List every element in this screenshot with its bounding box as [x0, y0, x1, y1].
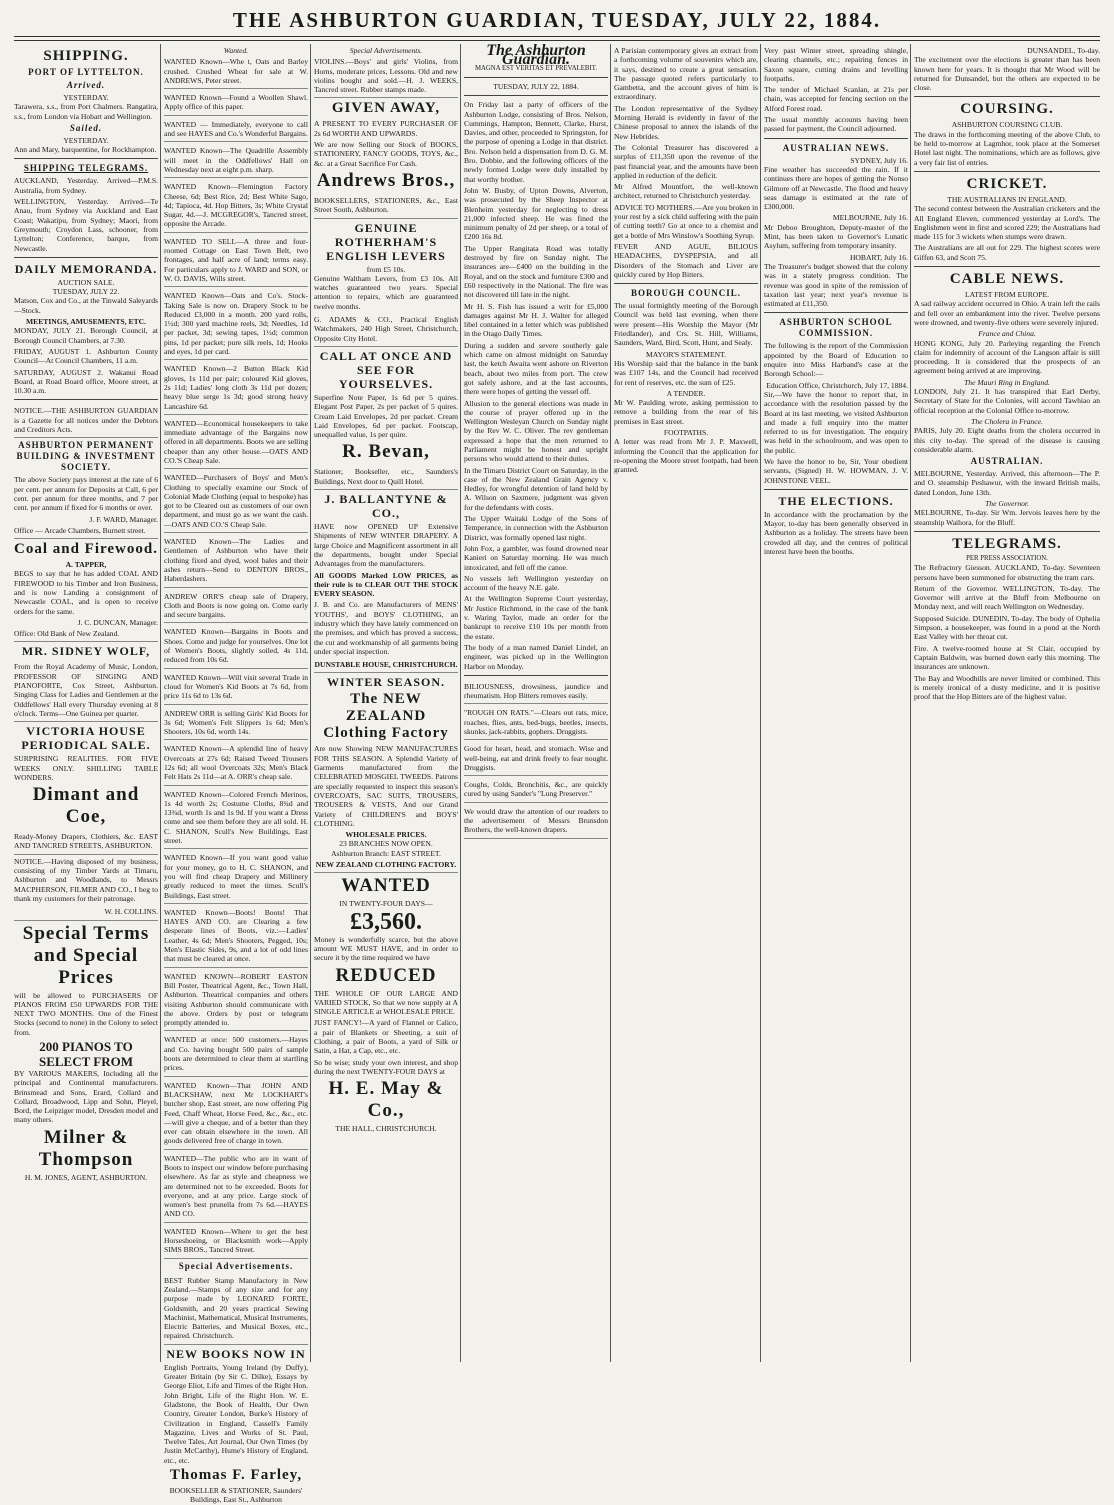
editorial-ad: We would draw the attention of our readers to the advertisement of Messrs Brunsdon Brothers, the well-known drapers.: [464, 805, 608, 839]
coal-office: Office: Old Bank of New Zealand.: [14, 627, 158, 642]
auction-heading: AUCTION SALE.: [57, 277, 115, 287]
wanted-ad: WANTED at once: 500 customers.—Hayes and Co. having bought 500 pairs of sample boots are determined to clear them at startling prices.: [164, 1033, 308, 1076]
council-paragraph: The tender of Michael Scanlan, at 21s per chain, was accepted for fencing section on the Alford Forest road.: [764, 85, 908, 113]
column-7: [914, 46, 1100, 1358]
wanted-ad: WANTED Known—Oats and Co's. Stock-Taking Sale is now on. Drapery Stock to be Reduced £3,000 in a month. 200 yard rolls, 1½d; 300 yard machine reels, 3d; Needles, 1d per packet, 3d; sewing tapes, 1½d; common pins, 1d per packet; pure silk reels, 1d; Hooks and eyes, 1d per card.: [164, 289, 308, 360]
call-heading: CALL AT ONCE AND SEE FOR YOURSELVES.: [319, 348, 453, 391]
special-ads-heading: Special Advertisements.: [178, 1260, 294, 1271]
telegram-item: Return of the Governor. WELLINGTON, To-day. The Governor will arrive at the Bluff from Melbourne on Monday next, and will reach Wellington on Wednesday.: [914, 583, 1100, 612]
tender-heading: A TENDER.: [666, 388, 706, 398]
wanted-ad: WANTED TO SELL—A three and four-roomed Cottage on East Town Belt, two frontages, and half acre of land; terms easy. For particulars apply to J. WARD and SON, or W. O. DAVIS, Wills street.: [164, 235, 308, 287]
pianos-heading: 200 PIANOS TO SELECT FROM: [38, 1039, 134, 1069]
fancy-text: JUST FANCY!—A yard of Flannel or Calico, a pair of Blankets or Sheeting, a suit of Clothing, a pair of Boots, a yard of Silk or Satin, a Hat, a Cap, etc., etc.: [314, 1018, 458, 1056]
editorial-ad: Good for heart, head, and stomach. Wise and well-being, eat and drink freely to fear nought. Druggists.: [464, 742, 608, 776]
tender-text: Mr W. Paulding wrote, asking permission to remove a building from the rear of his premises in East street.: [614, 398, 758, 426]
wanted-ad: WANTED Known—Found a Woollen Shawl. Apply office of this paper.: [164, 91, 308, 116]
editorial-paragraph: The Upper Rangitata Road was totally destroyed by fire on Sunday night. The insurances are—£400 on the building in the Royal, and on the stock and furniture £300 and £60 respectively in the National. The fire was not discovered till late in the night.: [464, 243, 608, 300]
column-4: [464, 42, 608, 1358]
wanted-ad: WANTED Known—If you want good value for your money, go to H. C. SHANON, and you will find cheap Drapery and Millinery greatly reduced to meet the times. Scull's Buildings, East street.: [164, 851, 308, 903]
pianos-text: BY VARIOUS MAKERS, Including all the principal and Continental manufacturers. Brinsmead and Sons, Erard, Collard and Collard, Broadwood, Lipp and Sohn, Pleyel, Bord, the Leipziger model, Dresden model and many others.: [14, 1069, 158, 1125]
ballantyne-heading: J. BALLANTYNE & CO.,: [324, 492, 448, 521]
ballantyne-marked: All GOODS Marked LOW PRICES, as their rule is to CLEAR OUT THE STOCK EVERY SEASON.: [314, 570, 458, 599]
school-commission-heading: ASHBURTON SCHOOL COMMISSION.: [779, 317, 893, 339]
shipping-telegrams-heading: SHIPPING TELEGRAMS.: [23, 163, 149, 174]
hobart-text: The Treasurer's budget showed that the colony was in a stately progress condition. The revenue was good in spite of the remission of taxation last year; next year's revenue is estimated at £11,350.: [764, 261, 908, 309]
editorial-ads: [464, 680, 608, 839]
editorial-ad: "ROUGH ON RATS."—Clears out rats, mice, roaches, flies, ants, bed-bugs, beetles, insects, skunks, jack-rabbits, gophers. Druggists.: [464, 706, 608, 740]
wanted-ad: WANTED Known—Where to get the best Horseshoeing, or Blacksmith work—Apply SIMS BROS., Tancred Street.: [164, 1225, 308, 1259]
school-commission-intro: The following is the report of the Commission appointed by the Board of Education to enquire into Miss Harband's case at the Borough School:—: [764, 341, 908, 379]
call-text: Superfine Note Paper, 1s 6d per 5 quires. Elegant Post Paper, 2s per packet of 5 quires. Cream Laid Envelopes, 2d per packet. Cream Laid Envelopes, 6d per packet. Footscap, unequalled value, 1s per quire.: [314, 392, 458, 440]
wholesale-prices: WHOLESALE PRICES.: [345, 830, 427, 840]
governor-text: MELBOURNE, To-day. Sir Wm. Jervois leaves here by the steamship Waihora, for the Bluff.: [914, 508, 1100, 527]
telegram-item: The Refractory Giesson. AUCKLAND, To-day. Seventeen persons have been summoned for obstructing the tram cars.: [914, 563, 1100, 582]
telegram-auckland: AUCKLAND, Yesterday. Arrived—P.M.S. Australia, from Sydney.: [14, 176, 158, 195]
newspaper-title: The Ashburton Guardian.: [486, 42, 586, 69]
may-heading: H. E. May & Co.,: [328, 1078, 444, 1122]
editorial-paragraph: The body of a man named Daniel Lindel, an engineer, was picked up in the Wellington Harbor on Monday.: [464, 642, 608, 671]
rotherham-signature: G. ADAMS & CO., Practical English Watchmakers, 240 High Street, Christchurch, Opposite City Hotel.: [314, 313, 458, 347]
rotherham-text: Genuine Waltham Levers, from £3 10s. All watches guaranteed two years. Special attention to repairs, which are guaranteed twelve months.: [314, 273, 458, 311]
column-separator: [160, 44, 161, 1362]
wanted-heading: Wanted.: [223, 46, 249, 55]
news-paragraph: ADVICE TO MOTHERS.—Are you broken in your rest by a sick child suffering with the pain of cutting teeth? Go at once to a chemist and get a bottle of Mrs Winslow's Soothing Syrup.: [614, 202, 758, 240]
farley-heading: Thomas F. Farley,: [169, 1467, 303, 1483]
books-heading: NEW BOOKS NOW IN: [166, 1346, 306, 1361]
wanted-ad: WANTED Known—That JOHN AND BLACKSHAW, next Mr LOCKHART's butcher shop, East street, are now offering Pig Feed, Chaff Wheat, Horse Feed, &c., &c., etc.—will give a cheque, and of a better than they ever can obtain elsewhere in the town. All goods delivered free of charge in town.: [164, 1079, 308, 1150]
editorial-ad: BILIOUSNESS, drowsiness, jaundice and rheumatism. Hop Bitters removes easily.: [464, 680, 608, 705]
sailed-text: Ann and Mary, barquentine, for Rockhampton.: [14, 145, 157, 155]
special-terms-text: will be allowed to PURCHASERS OF PIANOS FROM £50 UPWARDS FOR THE NEXT TWO MONTHS. One of the Finest Stocks (second to none) in the Colony to select from.: [14, 990, 158, 1037]
column-2: [164, 46, 308, 1505]
money-text: Money is wonderfully scarce, but the above amount WE MUST HAVE, and in order to secure it by the time required we have: [314, 934, 458, 963]
column-3: [314, 46, 458, 1358]
nz-factory-heading: The NEW ZEALAND Clothing Factory: [323, 691, 449, 742]
column-5: [614, 46, 758, 1358]
telegram-items: [914, 563, 1100, 701]
wanted-days: IN TWENTY-FOUR DAYS—: [339, 899, 433, 909]
editorial-paragraph: John W. Busby, of Upton Downs, Alverton, was prosecuted by the Sheep Inspector at Blenheim yesterday for neglecting to dress 21,000 infected sheep. He was fined the minimum penalty of 2d per sheep, or a total of £200 16s 8d.: [464, 185, 608, 242]
issue-date: TUESDAY, JULY 22, 1884.: [493, 82, 579, 91]
arrived-heading: Arrived.: [66, 80, 106, 90]
melbourne-text: Mr Deboo Broughton, Deputy-master of the Mint, has been taken to Governor's Lunatic Asylum, suffering from temporary insanity.: [764, 222, 908, 251]
governor-heading: The Governor.: [985, 498, 1029, 508]
elections-heading: THE ELECTIONS.: [778, 493, 894, 508]
footpaths-heading: FOOTPATHS.: [663, 427, 709, 437]
telegram-item: Fire. A twelve-roomed house at St Clair, occupied by Captain Baldwin, was burned down early this morning. The insurances are unknown.: [914, 643, 1100, 672]
wanted-amount: £3,560.: [350, 908, 422, 935]
france-china-heading: France and China.: [978, 329, 1036, 339]
school-commission-signature: We have the honor to be, Sir, Your obedient servants, (Signed) H. W. HOWMAN, J. V. JOHNSTONE VEEL.: [764, 456, 908, 485]
editorial-paragraphs: [464, 100, 608, 671]
society-heading: ASHBURTON PERMANENT BUILDING & INVESTMENT SOCIETY.: [16, 440, 156, 473]
column-separator: [310, 44, 311, 1362]
ballantyne-sub: J. B. and Co. are Manufacturers of MENS' YOUTHS', and BOYS' CLOTHING, an industry which they have lately commenced on the premises, and which has proved a success, the cut and workmanship of all garments being under special inspection.: [314, 600, 458, 656]
mayor-statement-text: His Worship said that the balance in the bank was £107 14s, and the Council had received for rent of reserves, etc. the sum of £25.: [614, 358, 758, 387]
coal-heading: Coal and Firewood.: [14, 541, 158, 558]
coal-merchant: A. TAPPER,: [65, 560, 107, 570]
cable-news-text: A sad railway accident occurred in Ohio. A train left the rails and fell over an embankment into the river. Twelve persons were drowned, and twenty-five others were severely injured.: [914, 299, 1100, 327]
special-terms-heading: Special Terms and Special Prices: [22, 922, 150, 988]
coursing-subheading: ASHBURTON COURSING CLUB.: [951, 120, 1063, 130]
auction-text: Matson, Cox and Co., at the Tinwald Saleyards—Stock.: [14, 296, 158, 315]
society-office: Office — Arcade Chambers, Burnett street.: [14, 524, 158, 539]
sailed-heading: Sailed.: [69, 122, 103, 133]
wanted-ad: WANTED Known—Flemington Factory Cheese, 6d; Best Rice, 2d; Best White Sago, 4d; Tapioca, 4d. Hop Bitters, 3s; White Crystal Sugar, 4d.—J. MCGREGOR's, Tancred street, opposite the Arcade.: [164, 180, 308, 232]
ballantyne-text: HAVE now OPENED UP Extensive Shipments of NEW WINTER DRAPERY. A large Choice and Magnificent assortment in all the departments, bought under Special Advantages from the manufacturers.: [314, 522, 458, 569]
wanted-ad: WANTED Known—Will visit several Trade in cloud for Women's Kid Boots at 7s 6d, from price 11s 6d to 13s 6d.: [164, 671, 308, 705]
news-paragraph: Mr Alfred Mountfort, the well-known architect, returned to Christchurch yesterday.: [614, 182, 758, 201]
andrews-heading: Andrews Bros.,: [316, 169, 456, 191]
rotherham-heading: GENUINE ROTHERHAM'S ENGLISH LEVERS: [326, 220, 446, 263]
present-text: A PRESENT TO EVERY PURCHASER OF 2s 6d WORTH AND UPWARDS.: [314, 119, 458, 138]
memoranda-heading: DAILY MEMORANDA.: [14, 261, 158, 276]
society-signature: J. F. WARD, Manager.: [89, 514, 158, 524]
wanted-ad: WANTED Known—The Quadrille Assembly will meet in the Oddfellows' Hall on Wednesday next at eight p.m. sharp.: [164, 144, 308, 178]
winter-heading: WINTER SEASON.: [326, 675, 446, 690]
school-commission-body: Sir,—We have the honor to report that, in accordance with the resolution passed by the Board at its last meeting, we visited Ashburton and made a full enquiry into the matter referred to us for investigation. The enquiry was held in the schoolroom, and was open to the public.: [764, 389, 908, 455]
telegram-wellington: WELLINGTON, Yesterday. Arrived—Te Anau, from Sydney via Auckland and East Coast; Wakatipu, from Sydney; Maori, from Greymouth; Croydon Lass, schooner, from Lyttelton; Conference, barque, from Newcastle.: [14, 197, 158, 253]
dimant-heading: Dimant and Coe,: [32, 784, 140, 828]
dunstable-house: DUNSTABLE HOUSE, CHRISTCHURCH.: [314, 658, 458, 673]
column-separator: [910, 44, 911, 1362]
arrived-text: Tarawera, s.s., from Port Chalmers. Rangatira, s.s., from London via Hobart and Wellington.: [14, 102, 158, 121]
news-paragraph: FEVER AND AGUE, BILIOUS HEADACHES, DYSPEPSIA, and all Disorders of the Stomach and Liver are quickly cured by Hop Bitters.: [614, 241, 758, 279]
cricket-later: The Australians are all out for 229. The highest scores were Giffen 63, and Scott 75.: [914, 243, 1100, 262]
editorial-paragraph: The Upper Waitaki Lodge of the Sons of Temperance, in connection with the Ashburton District, was formally opened last night.: [464, 514, 608, 542]
wanted-ad: WANTED — Immediately, everyone to call and see HAYES and Co.'s Wonderful Bargains.: [164, 118, 308, 143]
borough-council-heading: BOROUGH COUNCIL.: [630, 288, 741, 299]
elections-text: In accordance with the proclamation by the Mayor, to-day has been generally observed in Ashburton as a holiday. The streets have been crowded all day, and the centres of political interest have been the booths.: [764, 509, 908, 557]
column-separator: [460, 44, 461, 1362]
guardian-notice: NOTICE.—THE ASHBURTON GUARDIAN is a Gazette for all notices under the Debtors and Creditors Acts.: [14, 404, 158, 438]
wanted-ad: WANTED—The public who are in want of Boots to inspect our window before purchasing elsewhere. As far as style and cheapness we are determined not to be exceeded. Boots for everyone, and at any price. Large stock of women's best prunella from 7s 6d.—HAYES AND CO.: [164, 1152, 308, 1223]
wanted-ad: WANTED Known—A splendid line of heavy Overcoats at 27s 6d; Raised Tweed Trousers 12s 6d; all wool Overcoats 32s; Men's Black Felt Hats 2s 11d—at A. ORR's cheap sale.: [164, 742, 308, 785]
shipping-heading: SHIPPING.: [43, 48, 129, 64]
dimant-text: Ready-Money Drapers, Clothiers, &c. EAST AND TANCRED STREETS, ASHBURTON.: [14, 830, 158, 855]
cricket-heading: CRICKET.: [966, 175, 1048, 192]
four-days-text: So be wise; study your own interest, and shop during the next TWENTY-FOUR DAYS at: [314, 1057, 458, 1076]
branches-open: 23 BRANCHES NOW OPEN.: [339, 839, 433, 849]
wanted-ad: WANTED—Purchasers of Boys' and Men's Clothing to specially examine our Stock of Colonial Made Clothing (equal to bespoke) has got to be Cleared out as customers of our own department, and must go as we want the cash.—OATS AND CO.'S Cheap Sale.: [164, 471, 308, 533]
editorial-ad: Coughs, Colds, Bronchitis, &c., are quickly cured by using Sander's "Lung Preserver.": [464, 778, 608, 803]
council-paragraphs: [764, 46, 908, 134]
timber-notice-signature: W. H. COLLINS.: [14, 905, 158, 920]
may-address: THE HALL, CHRISTCHURCH.: [335, 1124, 437, 1134]
column-1: [14, 46, 158, 1358]
editorial-paragraph: Allusion to the general elections was made in the course of prayer offered up in the Wellington Wesleyan Church on Sunday night by the Rev W. C. Oliver. The rev gentleman expressed a hope that the men returned to Parliament might be honest and upright persons who would attend to their duties.: [464, 398, 608, 464]
footpaths-text: A letter was read from Mr J. P. Maxwell, informing the Council that the application for re-opening the Moore street footpath, had been granted.: [614, 437, 758, 475]
sydney-dateline: SYDNEY, July 16.: [850, 155, 908, 165]
wanted-ad: WANTED Known—The Ladies and Gentlemen of Ashburton who have their clothing fixed and dyed, wool bales and their ashes return—Send to DENTON BROS., Haberdashers.: [164, 535, 308, 587]
wanted-ad: WANTED Known—2 Button Black Kid gloves, 1s 11d per pair; coloured Kid gloves, 2s 11d; Ladies' long cloth 3s 11d per dozen; heavy blue serge 1s 3d; good strong heavy Lancashire 6d.: [164, 362, 308, 414]
farley-address: BOOKSELLER & STATIONER, Saunders' Buildings, East St., Ashburton: [169, 1486, 303, 1505]
news-paragraph: The Colonial Treasurer has discovered a surplus of £11,350 upon the revenue of the past financial year, and the amounts have been applied in reduction of the deficit.: [614, 142, 758, 180]
violins-ad: VIOLINS.—Boys' and girls' Violins, from Horns, moderate prices, Lessons. Old and new violins bought and sold.—H. J. WEEKS, Tancred street. Rubber stamps made.: [314, 55, 458, 98]
cable-news-subheading: LATEST FROM EUROPE.: [964, 290, 1050, 300]
borough-council-text: The usual fortnightly meeting of the Borough Council was held last evening, when there were present—His Worship the Mayor (Mr Friedlander), and Crs. St. Hill, Williams, Saunders, Ward, Bird, Scott, Hunt, and Sealy.: [614, 301, 758, 348]
column-separator: [610, 44, 611, 1362]
timber-notice: NOTICE.—Having disposed of my business, consisting of my Timber Yards at Timaru, Ashburton and Woodlands, to Messrs MACPHERSON, FILMER AND CO., I beg to thank my customers for their patronage.: [14, 856, 158, 903]
telegrams-subheading: PER PRESS ASSOCIATION.: [966, 554, 1048, 562]
editorial-paragraph: In the Timaru District Court on Saturday, in the case of the New Zealand Grain Agency v. Hedley, for wrongful detention of land held by A. Wilson on Saxmere, judgment was given for the defendants with costs.: [464, 465, 608, 512]
coal-signature: J. C. DUNCAN, Manager.: [77, 617, 158, 627]
wanted-ad: ANDREW ORR'S cheap sale of Drapery, Cloth and Boots is now going on. Come early and secure bargains.: [164, 590, 308, 624]
news-paragraphs: [614, 46, 758, 279]
masthead-rule: [14, 36, 1100, 37]
rotherham-price: from £5 10s.: [366, 264, 406, 274]
wanted-ad: ANDREW ORR is selling Girls' Kid Boots for 3s 6d; Women's Felt Slippers 1s 6d; Men's Shooters, 10s 6d, worth 14s.: [164, 707, 308, 741]
branch-address: Ashburton Branch: EAST STREET.: [331, 848, 441, 858]
editorial-paragraph: At the Wellington Supreme Court yesterday, Mr Justice Richmond, in the case of the bank v. Waring Taylor, made an order for the bankrupt to receive £10 10s per month from the estate.: [464, 594, 608, 641]
wanted-ad: WANTED Known—Colored French Merinos, 1s 4d worth 2s; Costume Cloths, 8¾d and 13¾d, worth 1s and 1s 9d. If you want a Dress come and see them before they are all sold. H. C. SHANON, Scull's New Buildings, East street.: [164, 788, 308, 850]
wanted-ad: WANTED KNOWN—ROBERT EASTON Bill Poster, Theatrical Agent, &c., Town Hall, Ashburton. Theatrical companies and others visiting Ashburton should communicate with the above. Orders by post or telegram promptly attended to.: [164, 970, 308, 1032]
sailed-day: YESTERDAY.: [63, 135, 109, 145]
column-separator: [760, 44, 761, 1362]
mauri-ring-heading: The Mauri Ring in England.: [964, 377, 1050, 387]
nz-factory-signature: NEW ZEALAND CLOTHING FACTORY.: [314, 858, 458, 873]
special-ads-heading: Special Advertisements.: [349, 46, 423, 55]
given-away-heading: GIVEN AWAY,: [331, 100, 441, 117]
cholera-heading: The Cholera in France.: [971, 416, 1043, 426]
australian-news-heading: AUSTRALIAN NEWS.: [782, 142, 890, 153]
wanted-ad: WANTED Known—Boots! Boots! That HAYES AND CO. are Clearing a few desperate lines of Boots, viz.:—Ladies' Leather, 4s 6d; Men's Shooters, Pegged, 10s; Men's Elastic Sides, 9s, and a lot of odd lines that must be cleared at once.: [164, 906, 308, 968]
reduced-heading: REDUCED: [335, 964, 437, 986]
masthead-rule-2: [14, 40, 1100, 41]
cricket-subheading: THE AUSTRALIANS IN ENGLAND.: [947, 194, 1067, 204]
news-paragraph: A Parisian contemporary gives an extract from a forthcoming volume of souvenirs which are, it says, destined to create a great sensation. The passage quoted refers particularly to Gambetta, and the account gives of him is extraordinary.: [614, 46, 758, 102]
auction-date: TUESDAY, JULY 22.: [52, 287, 120, 297]
cholera-text: PARIS, July 20. Eight deaths from the cholera occurred in this city to-day. The spread of the disease is causing considerable alarm.: [914, 426, 1100, 454]
port-heading: PORT OF LYTTELTON.: [28, 67, 144, 77]
school-commission-address: Education Office, Christchurch, July 17, 1884.: [766, 380, 908, 390]
wolf-heading: MR. SIDNEY WOLF,: [21, 644, 151, 659]
society-text: The above Society pays interest at the rate of 6 per cent. per annum for Deposits at Call, 6 per cent. per annum for three months, and 7 per cent. per annum if fixed for 6 months or over.: [14, 475, 158, 513]
editorial-paragraph: No vessels left Wellington yesterday on account of the heavy N.E. gale.: [464, 573, 608, 593]
victoria-text: SURPRISING REALITIES. FOR FIVE WEEKS ONLY. SHILLING TABLE WONDERS.: [14, 754, 158, 782]
andrews-address: BOOKSELLERS, STATIONERS, &c., East Street South, Ashburton.: [314, 194, 458, 219]
editorial-paragraph: During a sudden and severe southerly gale which came on almost midnight on Saturday last, the ketch Awaita went ashore on Riverton beach, about two miles from port. The crew got safely ashore, and at the last accounts, there were hopes of getting the vessel off.: [464, 340, 608, 397]
rubber-stamp-ad: BEST Rubber Stamp Manufactory in New Zealand.—Stamps of any size and for any purpose made by LEONARD FORTE, Goldsmith, and 20 years practical Sewing Machinist, Mathematical, Musical Instruments, Electric Batteries, and Musical Boxes, etc., repaired. Christchurch.: [164, 1274, 308, 1345]
wanted-ad: WANTED Known—Bargains in Boots and Shoes. Come and judge for yourselves. One lot of Women's Boots, slightly soiled, 4s 11d, reduced from 10s 6d.: [164, 625, 308, 668]
editorial-paragraph: On Friday last a party of officers of the Ashburton Lodge, consisting of Bros. Nelson, Cummings, Hampton, Bennett, Clarke, Hurst, Davies, and other, proceeded to Springston, for the purpose of opening a Lodge in that district. Bro. Nelson held a dispensation from D. G. M. Bro. Dobbie, and the following officers of the newly formed Lodge were duly installed by that worthy brother.: [464, 100, 608, 184]
editorial-paragraph: Mr H. S. Fish has issued a writ for £5,000 damages against Mr H. J. Walter for alleged libel contained in a letter which was published in the Otago Daily Times.: [464, 301, 608, 339]
bevan-heading: R. Bevan,: [342, 441, 430, 463]
coursing-text: The draws in the forthcoming meeting of the above Club, to be held to-morrow at Lagmhor, took place at the Somerset Hotel last night. The nominations, which are as follows, give a very fair list of entries.: [914, 129, 1100, 167]
meeting-item: SATURDAY, AUGUST 2. Wakanui Road Board, at Road Board office, Moore street, at 10.30 a.m.: [14, 367, 158, 396]
milner-agent: H. M. JONES, AGENT, ASHBURTON.: [24, 1172, 148, 1182]
meetings-heading: MEETINGS, AMUSEMENTS, ETC.: [25, 317, 147, 327]
council-paragraph: Very past Winter street, spreading shingle, clearing channels, etc.; repairing fences in Saxon square, cutting drains and levelling footpaths.: [764, 46, 908, 83]
telegram-item: The Bay and Woodhills are never limited or combined. This is merely ironical of a dusty medicine, and it is positive proof that the Hop Bitters are of the highest value.: [914, 673, 1100, 702]
cable-news-heading: CABLE NEWS.: [949, 271, 1065, 288]
melbourne-dateline: MELBOURNE, July 16.: [832, 213, 908, 223]
australian-text: MELBOURNE, Yesterday. Arrived, this afternoon—The P. and O. steamship Peshawur, with the inward British mails, dated London, June 13th.: [914, 469, 1100, 497]
selling-text: We are now Selling our Stock of BOOKS, STATIONERY, FANCY GOODS, TOYS, &c., &c. at a Great Sacrifice For Cash.: [314, 140, 458, 168]
meeting-item: MONDAY, JULY 21. Borough Council, at Borough Council Chambers, at 7.30.: [14, 326, 158, 345]
newspaper-motto: MAGNA EST VERITAS ET PREVALEBIT.: [474, 64, 598, 72]
council-paragraph: The usual monthly accounts having been passed for payment, the Council adjourned.: [764, 115, 908, 134]
australian-heading: AUSTRALIAN.: [970, 456, 1044, 467]
victoria-heading: VICTORIA HOUSE PERIODICAL SALE.: [21, 724, 151, 753]
milner-heading: Milner & Thompson: [38, 1126, 134, 1170]
bevan-address: Stationer, Bookseller, etc., Saunders's Buildings, Next door to Quill Hotel.: [314, 465, 458, 490]
cricket-text: The second contest between the Australian cricketers and the All England Eleven, commenced yesterday at Lord's. The Englishmen went in first and scored 229; the Australians had made 115 for 3 wickets when stumps were drawn.: [914, 204, 1100, 242]
wanted-ad: WANTED—Economical housekeepers to take immediate advantage of the Bargains now offered in all departments. Boots we are selling cheaper than any other house.—OATS AND CO.'S Cheap Sale.: [164, 417, 308, 469]
telegram-item: Supposed Suicide. DUNEDIN, To-day. The body of Ophelia Simpson, a housekeeper, was found in a pond at the North East Valley with her throat cut.: [914, 613, 1100, 642]
editorial-paragraph: John Fox, a gambler, was found drowned near Kanieri on Saturday morning. He was much intoxicated, and fell off the canoe.: [464, 543, 608, 572]
books-text: English Portraits, Young Ireland (by Duffy), Greater Britain (by Sir C. Dilke), Essays by George Eliot, Life and Times of the Right Hon. John Bright, Life of the Right Hon. W. E. Gladstone, the Book of Health, Our Own Country, Greater London, Burke's History of Civilization in England, Cassell's Family Magazine, Lives and Works of St. Paul, Twelve Tales, Art Journal, Our Own Times (by Justin McCarthy), Hume's History of England, etc., etc.: [164, 1362, 308, 1465]
nz-factory-text: Are now Showing NEW MANUFACTURES FOR THIS SEASON. A Splendid Variety of Garments manufactured from the CELEBRATED MOSGIEL TWEEDS. Patrons are specially requested to inspect this season's OVERCOATS, SAC SUITS, TROUSERS, TROUSERS & VESTS, And our Grand Variety of CHILDREN'S and BOYS' CLOTHING.: [314, 744, 458, 828]
sydney-text: Fine weather has succeeded the rain. If it continues there are hopes of getting the Nonso Gilmore off at Newcastle. The flood and heavy seas damage is estimated at the rate of £300,000.: [764, 164, 908, 212]
wolf-text: From the Royal Academy of Music, London, PROFESSOR OF SINGING AND PIANOFORTE, Cox Street, Ashburton. Singing Class for Ladies and Gentlemen at the Oddfellows' Hall every Thursday evening at 8 o'clock. Terms—One Guinea per quarter.: [14, 660, 158, 722]
coal-text: BEGS to say that he has added COAL AND FIREWOOD to his Timber and Iron Business, and is now Landing a consignment of Newcastle COAL, and is open to receive orders for the same.: [14, 569, 158, 616]
masthead: THE ASHBURTON GUARDIAN, TUESDAY, JULY 22, 1884.: [232, 8, 882, 32]
news-paragraph: The London representative of the Sydney Morning Herald is evidently in favor of the Chinese proposal to annex the islands of the New Hebrides.: [614, 103, 758, 141]
dunsandel-dateline: DUNSANDEL, To-day.: [1027, 46, 1100, 55]
wanted-heading: WANTED: [341, 875, 431, 897]
france-china-text: HONG KONG, July 20. Parleying regarding the French claim for indemnity of account of the Langson affair is still proceeding. It is considered that the prospects of an agreement being arrived at are improving.: [914, 338, 1100, 376]
wanted-ad: WANTED Known—Whe t, Oats and Barley crushed. Crushed Wheat for sale at W. ANDREWS, Peter street.: [164, 55, 308, 89]
coursing-heading: COURSING.: [960, 101, 1054, 118]
dunsandel-text: The excitement over the elections is greater than has been known here for years. It is thought that Mr Wood will be returned for Dunsandel, but the others are expected to be close.: [914, 55, 1100, 93]
telegrams-heading: TELEGRAMS.: [952, 535, 1062, 552]
meeting-item: FRIDAY, AUGUST 1. Ashburton County Council—At Council Chambers, 11 a.m.: [14, 346, 158, 366]
mauri-ring-text: LONDON, July 21. It has transpired that Earl Derby, Secretary of State for the Colonies, will accord Tawhiao an official reception at the Colonial Office to-morrow.: [914, 387, 1100, 415]
arrived-day: YESTERDAY.: [63, 93, 109, 102]
mayor-statement-heading: MAYOR'S STATEMENT.: [645, 349, 727, 359]
column-6: [764, 46, 908, 1358]
wanted-ads-list: [164, 55, 308, 1258]
hobart-dateline: HOBART, July 16.: [849, 252, 908, 262]
whole-stock-text: THE WHOLE OF OUR LARGE AND VARIED STOCK, So that we now supply at A SINGLE ARTICLE at WHOLESALE PRICE.: [314, 988, 458, 1017]
